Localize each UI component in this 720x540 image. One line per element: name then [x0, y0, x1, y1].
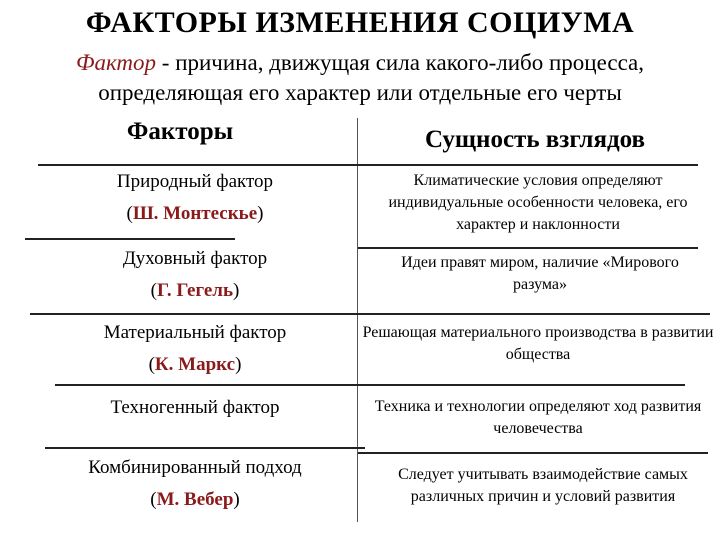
- factor-author: К. Маркс: [154, 354, 236, 375]
- table-row-essence: Климатические условия определяют индивидуальные особенности человека, его характер и наклонности: [388, 172, 688, 233]
- factor-author-line: (Ш. Монтескье): [126, 203, 264, 224]
- header-factors: Факторы: [126, 118, 234, 145]
- factor-name: Природный фактор: [116, 171, 274, 192]
- header-essence: Сущность взглядов: [425, 126, 645, 153]
- row-divider: [45, 447, 365, 449]
- factor-author: Г. Гегель: [156, 280, 234, 301]
- factor-name: Духовный фактор: [122, 248, 268, 269]
- table-row-factor: [60, 166, 330, 230]
- table-row-factor: [60, 392, 330, 424]
- column-divider: [357, 118, 358, 522]
- factor-name: Техногенный фактор: [110, 397, 280, 418]
- factor-author-line: (Г. Гегель): [150, 280, 240, 301]
- table-row-factor: [40, 452, 350, 516]
- factor-name: Материальный фактор: [103, 322, 287, 343]
- row-divider: [30, 313, 710, 315]
- definition: [10, 48, 710, 108]
- table-row-essence: Решающая материального производства в развитии общества: [362, 324, 714, 363]
- factor-author: Ш. Монтескье: [132, 203, 258, 224]
- row-divider: [358, 247, 698, 249]
- row-divider: [358, 452, 708, 454]
- factor-author: М. Вебер: [156, 489, 234, 510]
- table-row-factor: [60, 243, 330, 307]
- factor-author-line: (М. Вебер): [150, 489, 240, 510]
- table-row-essence: Следует учитывать взаимодействие самых различных причин и условий развития: [398, 466, 688, 505]
- table-row-factor: [50, 317, 340, 381]
- row-divider: [25, 238, 235, 240]
- factor-author-line: (К. Маркс): [148, 354, 242, 375]
- slide-title: ФАКТОРЫ ИЗМЕНЕНИЯ СОЦИУМА: [85, 6, 635, 39]
- factor-name: Комбинированный подход: [88, 457, 302, 478]
- definition-term: Фактор: [75, 50, 157, 75]
- table-row-essence: Идеи правят миром, наличие «Мирового разума»: [401, 254, 679, 293]
- definition-text: - причина, движущая сила какого-либо процесса, определяющая его характер или отдельные его черты: [98, 50, 645, 105]
- row-divider: [55, 384, 685, 386]
- table-row-essence: Техника и технологии определяют ход развития человечества: [374, 398, 702, 437]
